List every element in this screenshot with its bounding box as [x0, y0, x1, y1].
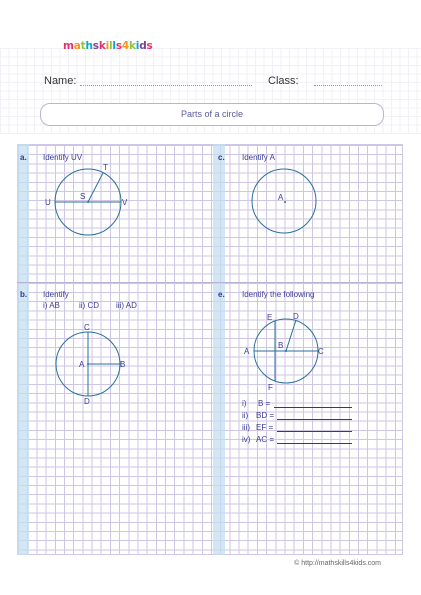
logo-letter: k	[98, 40, 106, 52]
answer-3-text: EF =	[256, 423, 274, 432]
footer-credit: © http://mathskills4kids.com	[294, 560, 381, 567]
logo-letter: i	[105, 40, 110, 52]
point-a-label: A	[278, 193, 284, 202]
point-a-label: A	[244, 347, 250, 356]
circle-c-diagram	[248, 165, 328, 240]
site-logo	[63, 40, 153, 52]
logo-letter: l	[112, 40, 116, 52]
logo-letter: s	[115, 40, 122, 52]
circle-c	[252, 169, 316, 233]
logo-letter: t	[80, 40, 86, 52]
logo-letter: h	[85, 40, 93, 52]
point-f-label: F	[268, 383, 273, 392]
point-c-label: C	[318, 347, 324, 356]
center-point-a	[284, 201, 286, 203]
problem-b-label: b.	[20, 290, 28, 299]
right-column-strip	[213, 144, 225, 555]
radius-bd	[286, 320, 296, 351]
logo-letter: l	[109, 40, 113, 52]
point-u-label: U	[45, 198, 51, 207]
answer-2-text: BD =	[256, 411, 275, 420]
answer-4-num: iv)	[242, 435, 251, 444]
logo-letter: i	[135, 40, 140, 52]
logo-letter: a	[73, 40, 81, 52]
logo-text	[63, 40, 153, 52]
answer-3-line[interactable]	[277, 431, 352, 432]
logo-letter: 4	[121, 40, 129, 52]
answer-1-line[interactable]	[274, 407, 352, 408]
answer-4-line[interactable]	[277, 443, 352, 444]
left-column-strip	[17, 144, 29, 555]
answer-4-text: AC =	[256, 435, 275, 444]
problem-b-part-1: i) AB	[43, 301, 60, 310]
answer-1-text: B =	[258, 399, 271, 408]
point-t-label: T	[103, 163, 108, 172]
row-divider	[17, 282, 403, 283]
point-b-label: B	[278, 341, 284, 350]
answer-1-num: i)	[242, 399, 247, 408]
answer-2-line[interactable]	[277, 419, 352, 420]
logo-letter: k	[129, 40, 136, 52]
point-c-label: C	[84, 323, 90, 332]
problem-c-question: Identify A	[242, 153, 275, 162]
class-label: Class:	[268, 75, 299, 87]
answer-3-num: iii)	[242, 423, 250, 432]
point-d-label: D	[293, 312, 299, 321]
problem-b-part-2: ii) CD	[79, 301, 99, 310]
answer-2-num: ii)	[242, 411, 249, 420]
problem-e-question: Identify the following	[242, 290, 315, 299]
point-v-label: V	[122, 198, 128, 207]
class-line[interactable]	[314, 85, 382, 86]
circle-e-diagram	[242, 310, 332, 395]
point-d-label: D	[84, 397, 90, 406]
center-point-s	[87, 201, 89, 203]
logo-letter: d	[139, 40, 147, 52]
problem-b-question: Identify	[43, 290, 69, 299]
logo-letter: m	[63, 40, 74, 52]
problem-c-label: c.	[218, 153, 225, 162]
point-b-label: B	[120, 360, 126, 369]
logo-letter: s	[92, 40, 99, 52]
circle-b-diagram	[50, 320, 140, 410]
center-point-a	[87, 363, 89, 365]
problem-a-question: Identify UV	[43, 153, 83, 162]
name-label: Name:	[44, 75, 77, 87]
point-e-label: E	[267, 313, 273, 322]
problem-e-label: e.	[218, 290, 225, 299]
circle-a-diagram	[40, 160, 140, 240]
point-s-label: S	[80, 192, 86, 201]
worksheet-title: Parts of a circle	[40, 103, 384, 126]
problem-a-label: a.	[20, 153, 27, 162]
center-point-b	[285, 350, 287, 352]
radius-st	[88, 173, 103, 202]
problem-b-part-3: iii) AD	[116, 301, 137, 310]
name-line[interactable]	[80, 85, 252, 86]
point-a-label: A	[79, 360, 85, 369]
logo-letter: s	[146, 40, 153, 52]
